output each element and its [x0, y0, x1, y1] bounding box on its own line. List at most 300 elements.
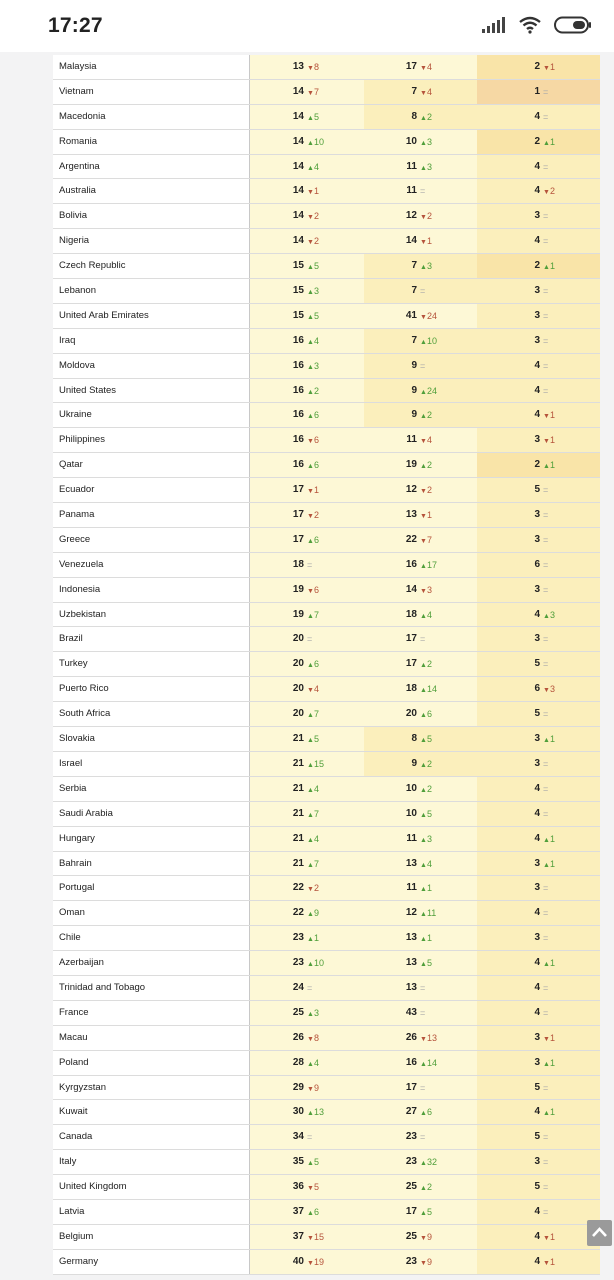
country-name: United Arab Emirates — [59, 309, 149, 321]
triangle-up-icon: ▲ — [543, 612, 550, 620]
country-name: United Kingdom — [59, 1181, 127, 1193]
rank-cell-1 — [249, 105, 364, 129]
table-row[interactable] — [53, 652, 600, 677]
triangle-up-icon: ▲ — [543, 1110, 550, 1118]
rank-change — [543, 852, 555, 878]
country-name: Ecuador — [59, 484, 95, 496]
triangle-down-icon: ▼ — [307, 239, 314, 247]
rank-value: 20 — [405, 708, 417, 720]
rank-change-amount: 8 — [313, 62, 319, 72]
rank-cell-1 — [249, 304, 364, 328]
triangle-up-icon: ▲ — [420, 164, 427, 172]
rank-change — [543, 478, 548, 502]
table-row[interactable] — [53, 1051, 600, 1076]
rank-change-amount: = — [420, 1132, 426, 1143]
rank-cell-3 — [477, 752, 600, 776]
table-row[interactable] — [53, 1225, 600, 1250]
triangle-up-icon: ▲ — [420, 612, 427, 620]
rank-change — [420, 752, 432, 778]
rank-change — [307, 1150, 319, 1176]
country-name: Portugal — [59, 882, 95, 894]
rank-cell-1 — [249, 1026, 364, 1050]
rank-change — [420, 254, 432, 280]
table-row[interactable] — [53, 876, 600, 901]
rank-value: 2 — [534, 61, 540, 72]
rank-change — [307, 627, 312, 651]
table-row[interactable] — [53, 901, 600, 926]
triangle-up-icon: ▲ — [307, 114, 314, 122]
table-row[interactable] — [53, 827, 600, 852]
rank-cell-1 — [249, 627, 364, 651]
rank-change-amount: 1 — [313, 485, 319, 496]
rank-change-amount: 2 — [313, 211, 319, 222]
rank-change-amount: = — [543, 982, 549, 993]
rank-value: 7 — [411, 85, 417, 97]
rank-cell-3 — [477, 478, 600, 502]
rank-change-amount: 3 — [549, 609, 555, 620]
rank-value: 19 — [405, 459, 417, 471]
country-name: Slovakia — [59, 733, 95, 745]
rank-cell-1 — [249, 229, 364, 253]
rank-change-amount: 14 — [426, 1057, 437, 1068]
rank-change — [543, 1001, 548, 1025]
rank-change — [543, 1175, 548, 1199]
rank-value: 26 — [292, 1031, 304, 1043]
scroll-to-top-button[interactable] — [587, 1220, 612, 1246]
triangle-down-icon: ▼ — [543, 1259, 550, 1267]
table-row[interactable] — [53, 528, 600, 553]
triangle-down-icon: ▼ — [307, 687, 314, 695]
rank-change-amount: 5 — [426, 734, 432, 745]
triangle-up-icon: ▲ — [543, 861, 550, 869]
table-row[interactable] — [53, 254, 600, 279]
table-row[interactable] — [53, 702, 600, 727]
triangle-down-icon: ▼ — [543, 687, 550, 695]
table-row[interactable] — [53, 403, 600, 428]
table-row[interactable] — [53, 951, 600, 976]
rank-change-amount: = — [543, 86, 549, 97]
rank-change-amount: 24 — [426, 385, 437, 396]
rank-change-amount: = — [543, 1206, 549, 1217]
rank-cell-1 — [249, 827, 364, 851]
table-row[interactable] — [53, 852, 600, 877]
rank-change-amount: 5 — [313, 1157, 319, 1168]
table-row[interactable] — [53, 802, 600, 827]
table-row[interactable] — [53, 727, 600, 752]
rank-change-amount: = — [420, 1007, 426, 1018]
rank-change — [307, 379, 319, 405]
rank-cell-1 — [249, 130, 364, 154]
triangle-up-icon: ▲ — [420, 1185, 427, 1193]
table-row[interactable] — [53, 354, 600, 379]
rank-change — [543, 304, 548, 328]
rank-value: 27 — [405, 1106, 417, 1118]
rank-cell-1 — [249, 279, 364, 303]
rank-change-amount: 3 — [426, 161, 432, 172]
rank-value: 20 — [292, 633, 304, 645]
rank-cell-1 — [249, 379, 364, 403]
rank-value: 12 — [405, 484, 417, 496]
rank-cell-1 — [249, 1250, 364, 1274]
rank-cell-2 — [364, 652, 477, 676]
rank-change-amount: 6 — [313, 1206, 319, 1217]
rank-value: 11 — [406, 434, 417, 446]
country-name: Macedonia — [59, 110, 106, 122]
rank-cell-3 — [477, 777, 600, 801]
rank-change-amount: = — [420, 982, 426, 993]
rank-change — [420, 677, 437, 703]
rank-value: 37 — [292, 1205, 304, 1217]
rank-change — [420, 702, 432, 728]
rank-change-amount: = — [307, 634, 313, 645]
triangle-down-icon: ▼ — [307, 1234, 314, 1242]
rank-cell-3 — [477, 1076, 600, 1100]
rank-change — [543, 179, 555, 205]
triangle-up-icon: ▲ — [420, 413, 427, 421]
rank-change-amount: 3 — [426, 584, 432, 595]
rank-change — [420, 777, 432, 803]
triangle-down-icon: ▼ — [307, 1085, 314, 1093]
triangle-up-icon: ▲ — [420, 936, 427, 944]
country-name: Latvia — [59, 1205, 85, 1217]
rank-cell-3 — [477, 1200, 600, 1224]
rank-value: 3 — [534, 210, 540, 222]
country-name: Nigeria — [59, 235, 90, 247]
rank-change — [420, 304, 437, 330]
rank-change-amount: 1 — [549, 62, 555, 72]
rank-change-amount: 6 — [313, 659, 319, 670]
rank-change — [543, 55, 555, 81]
triangle-up-icon: ▲ — [420, 761, 427, 769]
rank-value: 22 — [292, 882, 304, 894]
table-row[interactable] — [53, 478, 600, 503]
rank-change — [420, 155, 432, 181]
country-name: Indonesia — [59, 583, 101, 595]
rank-change — [307, 1175, 319, 1201]
rank-change — [307, 155, 319, 181]
table-row[interactable] — [53, 1100, 600, 1125]
rank-change-amount: = — [543, 634, 549, 645]
triangle-down-icon: ▼ — [420, 239, 427, 247]
rank-change — [420, 478, 432, 504]
rank-change-amount: 2 — [313, 510, 319, 521]
triangle-down-icon: ▼ — [420, 1035, 427, 1043]
table-row[interactable] — [53, 130, 600, 155]
rank-value: 17 — [292, 533, 304, 545]
rank-change-amount: = — [543, 510, 549, 521]
rank-cell-3 — [477, 578, 600, 602]
table-row[interactable] — [53, 55, 600, 80]
table-row[interactable] — [53, 229, 600, 254]
table-row[interactable] — [53, 1076, 600, 1101]
table-row[interactable] — [53, 1200, 600, 1225]
rank-change-amount: = — [543, 908, 549, 919]
rank-value: 4 — [534, 160, 540, 172]
triangle-up-icon: ▲ — [307, 1060, 314, 1068]
rank-change-amount: = — [543, 385, 549, 396]
rank-change — [543, 155, 548, 179]
triangle-up-icon: ▲ — [307, 786, 314, 794]
triangle-down-icon: ▼ — [543, 189, 550, 197]
rank-value: 41 — [405, 309, 417, 321]
rank-cell-2 — [364, 802, 477, 826]
table-row[interactable] — [53, 1026, 600, 1051]
triangle-up-icon: ▲ — [307, 363, 314, 371]
triangle-up-icon: ▲ — [420, 836, 427, 844]
table-row[interactable] — [53, 777, 600, 802]
rank-change — [420, 1100, 432, 1126]
rank-value: 3 — [534, 1156, 540, 1168]
rank-value: 17 — [405, 1081, 417, 1093]
table-row[interactable] — [53, 1001, 600, 1026]
triangle-up-icon: ▲ — [307, 737, 314, 745]
rank-change — [307, 304, 319, 330]
country-name: Moldova — [59, 359, 95, 371]
table-row[interactable] — [53, 1150, 600, 1175]
table-row[interactable] — [53, 1250, 600, 1275]
rank-change-amount: = — [420, 286, 426, 297]
rank-change — [543, 553, 548, 577]
rank-change — [420, 354, 425, 378]
table-row[interactable] — [53, 105, 600, 130]
rank-change — [420, 528, 432, 554]
rank-change-amount: 5 — [313, 734, 319, 745]
triangle-up-icon: ▲ — [420, 737, 427, 745]
rank-cell-3 — [477, 204, 600, 228]
rank-value: 20 — [292, 658, 304, 670]
table-row[interactable] — [53, 279, 600, 304]
rank-change-amount: 5 — [426, 958, 432, 969]
rank-value: 9 — [411, 359, 417, 371]
rank-change-amount: 7 — [313, 709, 319, 720]
country-name: Panama — [59, 509, 95, 521]
rank-change — [543, 702, 548, 726]
rank-change-amount: = — [543, 236, 549, 247]
rank-value: 3 — [534, 509, 540, 521]
rank-cell-2 — [364, 1100, 477, 1124]
rank-cell-1 — [249, 329, 364, 353]
rank-change — [420, 1175, 432, 1201]
rank-value: 5 — [534, 1081, 540, 1093]
rank-value: 15 — [292, 260, 304, 272]
rank-cell-1 — [249, 155, 364, 179]
signal-icon — [482, 16, 506, 39]
rank-change — [420, 802, 432, 828]
rank-change-amount: 2 — [426, 1182, 432, 1193]
rank-value: 4 — [534, 1255, 540, 1267]
rank-cell-2 — [364, 1250, 477, 1274]
rank-value: 4 — [534, 957, 540, 969]
rank-cell-3 — [477, 727, 600, 751]
rank-change — [420, 1225, 432, 1251]
triangle-down-icon: ▼ — [307, 214, 314, 222]
rank-value: 4 — [534, 782, 540, 794]
rank-cell-1 — [249, 677, 364, 701]
table-row[interactable] — [53, 976, 600, 1001]
rank-change-amount: = — [543, 485, 549, 496]
table-row[interactable] — [53, 677, 600, 702]
rank-change — [420, 852, 432, 878]
rank-change-amount: 4 — [313, 783, 319, 794]
country-name: Kuwait — [59, 1106, 88, 1118]
rank-change-amount: 5 — [426, 808, 432, 819]
table-row[interactable] — [53, 155, 600, 180]
table-row[interactable] — [53, 329, 600, 354]
rank-value: 18 — [292, 558, 304, 570]
rank-change — [307, 827, 319, 853]
rank-cell-2 — [364, 105, 477, 129]
rank-change-amount: 6 — [313, 410, 319, 421]
table-row[interactable] — [53, 603, 600, 628]
rank-value: 9 — [411, 757, 417, 769]
table-row[interactable] — [53, 304, 600, 329]
table-row[interactable] — [53, 627, 600, 652]
rank-value: 15 — [292, 285, 304, 297]
rank-change — [420, 976, 425, 1000]
rank-cell-3 — [477, 652, 600, 676]
table-row[interactable] — [53, 1175, 600, 1200]
table-row[interactable] — [53, 752, 600, 777]
rank-change — [543, 1026, 555, 1052]
rank-change-amount: 4 — [426, 858, 432, 869]
table-row[interactable] — [53, 1125, 600, 1150]
country-name: Belgium — [59, 1230, 94, 1242]
rank-change-amount: 4 — [426, 609, 432, 620]
rank-change-amount: 6 — [426, 709, 432, 720]
triangle-down-icon: ▼ — [307, 1035, 314, 1043]
triangle-up-icon: ▲ — [307, 1010, 314, 1018]
triangle-down-icon: ▼ — [420, 1234, 427, 1242]
rank-cell-2 — [364, 453, 477, 477]
rank-change — [420, 1051, 437, 1077]
triangle-up-icon: ▲ — [420, 712, 427, 720]
rank-change-amount: 1 — [549, 460, 555, 471]
rank-change-amount: 4 — [313, 1057, 319, 1068]
table-row[interactable] — [53, 578, 600, 603]
triangle-down-icon: ▼ — [420, 1259, 427, 1267]
rank-value: 13 — [405, 509, 417, 521]
rank-change — [420, 403, 432, 429]
table-row[interactable] — [53, 179, 600, 204]
rank-change — [420, 1125, 425, 1149]
rank-change-amount: = — [543, 286, 549, 297]
rank-cell-2 — [364, 279, 477, 303]
rank-change-amount: 3 — [313, 360, 319, 371]
rank-cell-3 — [477, 528, 600, 552]
table-row[interactable] — [53, 453, 600, 478]
rank-change-amount: 10 — [426, 335, 437, 346]
rank-cell-2 — [364, 876, 477, 900]
rank-change — [307, 428, 319, 454]
triangle-down-icon: ▼ — [420, 537, 427, 545]
rank-value: 25 — [405, 1181, 417, 1193]
table-row[interactable] — [53, 204, 600, 229]
rank-change — [543, 677, 555, 703]
rank-cell-3 — [477, 55, 600, 79]
table-row[interactable] — [53, 553, 600, 578]
rank-cell-2 — [364, 304, 477, 328]
rank-change-amount: 6 — [313, 534, 319, 545]
country-name: Australia — [59, 185, 96, 197]
rank-cell-1 — [249, 777, 364, 801]
rank-change-amount: 2 — [426, 485, 432, 496]
rank-change-amount: 7 — [313, 86, 319, 97]
table-row[interactable] — [53, 926, 600, 951]
country-name: Turkey — [59, 658, 88, 670]
rank-change — [543, 603, 555, 629]
rank-change-amount: 4 — [426, 62, 432, 72]
rank-change-amount: = — [543, 659, 549, 670]
triangle-up-icon: ▲ — [420, 1160, 427, 1168]
triangle-down-icon: ▼ — [307, 65, 314, 72]
rank-value: 25 — [405, 1230, 417, 1242]
rank-change — [543, 752, 548, 776]
country-name: Bahrain — [59, 857, 92, 869]
table-row[interactable] — [53, 379, 600, 404]
rank-change — [307, 130, 324, 156]
rank-change — [543, 578, 548, 602]
rank-value: 17 — [405, 633, 417, 645]
rank-cell-1 — [249, 901, 364, 925]
table-row[interactable] — [53, 428, 600, 453]
country-name: Italy — [59, 1156, 77, 1168]
triangle-up-icon: ▲ — [543, 463, 550, 471]
rank-change — [307, 702, 319, 728]
rank-change-amount: 24 — [426, 310, 437, 321]
rank-change-amount: = — [543, 161, 549, 172]
rank-change-amount: 4 — [313, 335, 319, 346]
rank-change — [307, 1225, 324, 1251]
rank-change-amount: = — [307, 982, 313, 993]
table-row[interactable] — [53, 80, 600, 105]
rank-change-amount: 5 — [313, 111, 319, 122]
rank-change-amount: 2 — [313, 385, 319, 396]
rank-value: 4 — [534, 359, 540, 371]
rank-change-amount: 4 — [426, 86, 432, 97]
rank-change — [420, 627, 425, 651]
rank-change — [307, 55, 319, 81]
rank-cell-3 — [477, 852, 600, 876]
triangle-up-icon: ▲ — [307, 836, 314, 844]
rank-change-amount: = — [543, 310, 549, 321]
rank-change — [420, 553, 437, 579]
rank-cell-2 — [364, 329, 477, 353]
rank-cell-2 — [364, 1001, 477, 1025]
rank-cell-2 — [364, 1125, 477, 1149]
rank-cell-2 — [364, 478, 477, 502]
rank-change — [307, 951, 324, 977]
triangle-down-icon: ▼ — [543, 1234, 550, 1242]
rank-change-amount: = — [543, 933, 549, 944]
table-row[interactable] — [53, 503, 600, 528]
rank-value: 16 — [292, 459, 304, 471]
triangle-down-icon: ▼ — [307, 886, 314, 894]
triangle-down-icon: ▼ — [307, 438, 314, 446]
rank-value: 11 — [406, 832, 417, 844]
rank-value: 10 — [405, 807, 417, 819]
rank-value: 4 — [534, 1006, 540, 1018]
rank-cell-1 — [249, 478, 364, 502]
rank-change — [307, 876, 319, 902]
country-name: Azerbaijan — [59, 957, 104, 969]
rank-cell-2 — [364, 1051, 477, 1075]
rank-cell-2 — [364, 553, 477, 577]
rank-change-amount: = — [420, 1082, 426, 1093]
rank-value: 11 — [406, 882, 417, 894]
status-bar — [0, 0, 614, 52]
rank-value: 17 — [292, 509, 304, 521]
rank-change — [420, 1076, 425, 1100]
